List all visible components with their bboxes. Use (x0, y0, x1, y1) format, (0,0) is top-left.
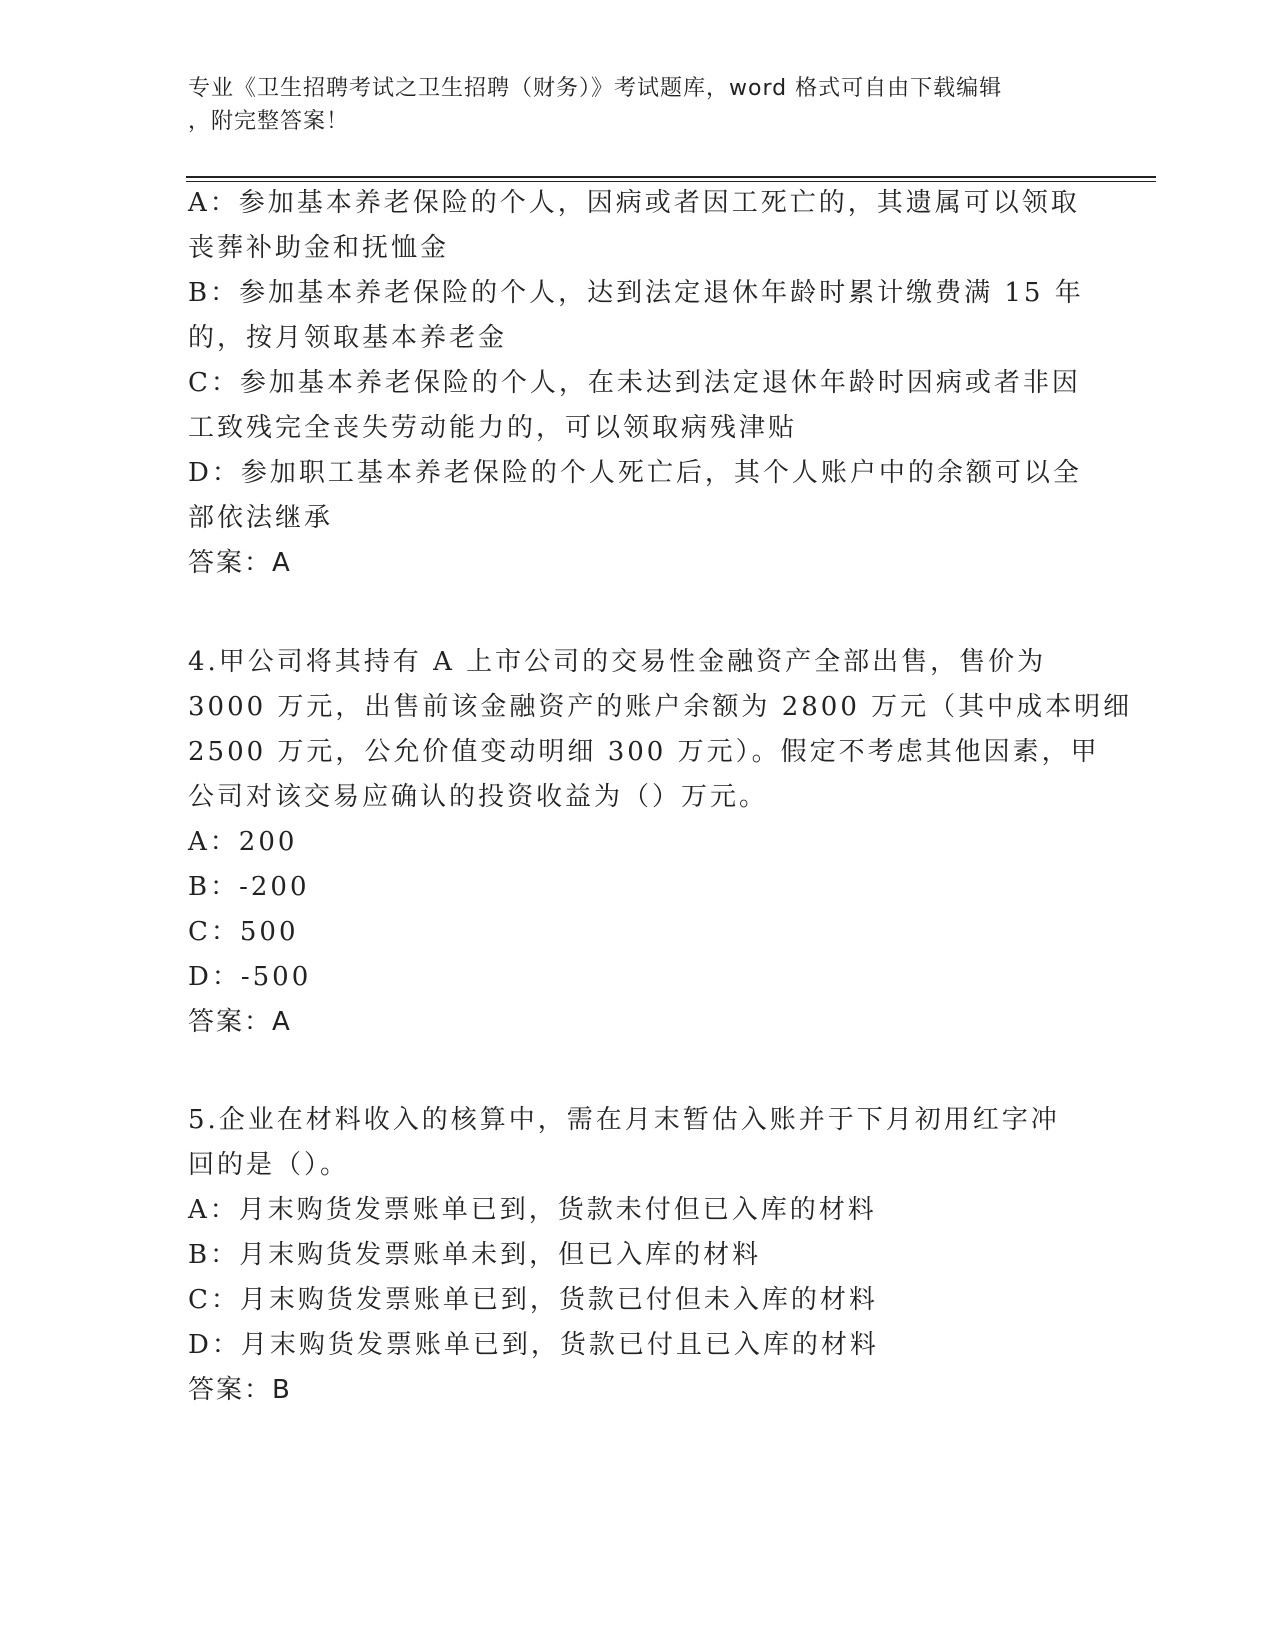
q5-option-a: A：月末购货发票账单已到，货款未付但已入库的材料 (188, 1195, 877, 1225)
q4-stem-line-3: 2500 万元，公允价值变动明细 300 万元）。假定不考虑其他因素，甲 (188, 737, 1100, 767)
q5-stem-line-2: 回的是（）。 (188, 1150, 350, 1180)
q5-option-c: C：月末购货发票账单已到，货款已付但未入库的材料 (188, 1285, 878, 1315)
q4-option-c: C：500 (188, 917, 299, 947)
q4-stem-line-1: 4.甲公司将其持有 A 上市公司的交易性金融资产全部出售，售价为 (188, 647, 1047, 677)
q3-option-b-line-2: 的，按月领取基本养老金 (188, 323, 508, 353)
q3-option-a-line-1: A：参加基本养老保险的个人，因病或者因工死亡的，其遗属可以领取 (188, 188, 1080, 218)
q4-stem-line-4: 公司对该交易应确认的投资收益为（）万元。 (188, 782, 769, 812)
q3-option-b-line-1: B：参加基本养老保险的个人，达到法定退休年龄时累计缴费满 15 年 (188, 278, 1084, 308)
q5-option-b: B：月末购货发票账单未到，但已入库的材料 (188, 1240, 762, 1270)
q4-option-d: D：-500 (188, 962, 312, 992)
q4-stem-line-2: 3000 万元，出售前该金融资产的账户余额为 2800 万元（其中成本明细 (188, 692, 1133, 722)
q4-option-a: A：200 (188, 827, 298, 857)
header-line-2: ，附完整答案！ (188, 109, 350, 134)
q5-answer: 答案：B (188, 1375, 292, 1405)
question-3-options (188, 181, 1088, 586)
q3-option-d-line-1: D：参加职工基本养老保险的个人死亡后，其个人账户中的余额可以全 (188, 458, 1082, 488)
q3-option-d-line-2: 部依法继承 (188, 503, 334, 533)
question-5 (188, 1098, 1088, 1413)
q3-option-c-line-2: 工致残完全丧失劳动能力的，可以领取病残津贴 (188, 413, 798, 443)
q4-option-b: B：-200 (188, 872, 310, 902)
q4-answer: 答案：A (188, 1007, 292, 1037)
q3-option-c-line-1: C：参加基本养老保险的个人，在未达到法定退休年龄时因病或者非因 (188, 368, 1081, 398)
q5-option-d: D：月末购货发票账单已到，货款已付且已入库的材料 (188, 1330, 879, 1360)
header-divider-thick (186, 176, 1156, 178)
question-4 (188, 640, 1133, 1045)
header-line-1: 专业《卫生招聘考试之卫生招聘（财务）》考试题库，word 格式可自由下载编辑 (188, 76, 1003, 101)
q3-option-a-line-2: 丧葬补助金和抚恤金 (188, 233, 450, 263)
document-header (188, 72, 1088, 138)
q3-answer: 答案：A (188, 548, 292, 578)
q5-stem-line-1: 5.企业在材料收入的核算中，需在月末暂估入账并于下月初用红字冲 (188, 1105, 1060, 1135)
